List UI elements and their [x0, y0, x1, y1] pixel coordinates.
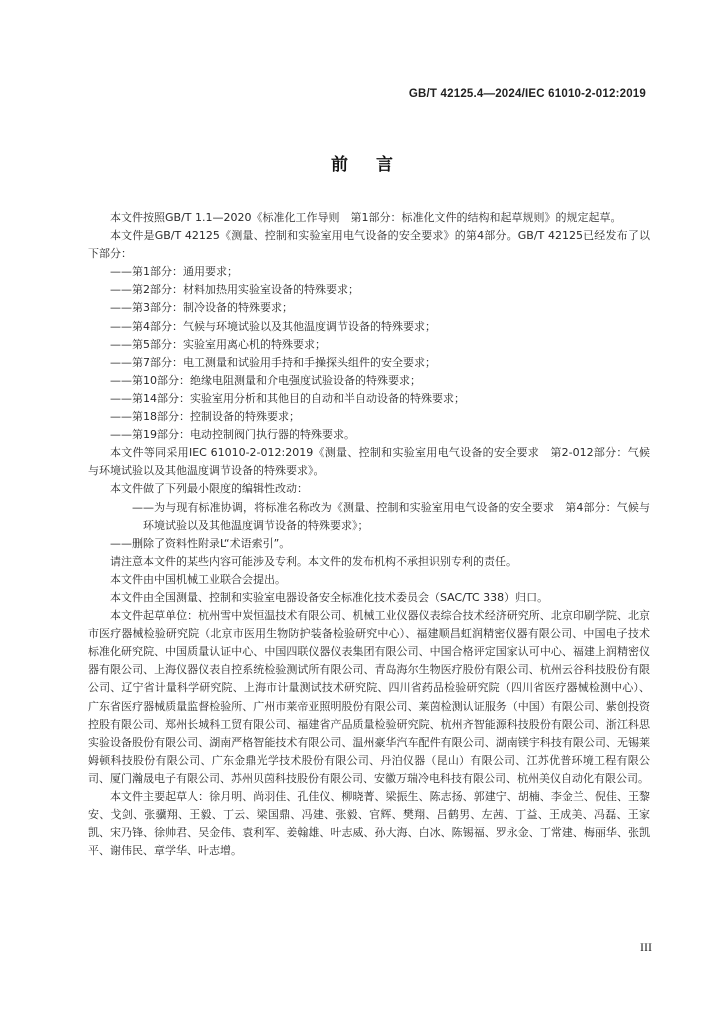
preface-body [88, 209, 650, 860]
list-item-part-19: ——第19部分：电动控制阀门执行器的特殊要求。 [110, 428, 355, 442]
list-item-part-14: ——第14部分：实验室用分析和其他目的自动和半自动设备的特殊要求； [110, 391, 465, 405]
paragraph-proposer: 本文件由中国机械工业联合会提出。 [110, 572, 286, 586]
paragraph-adoption: 本文件等同采用IEC 61010-2-012:2019《测量、控制和实验室用电气设备的安全要求 第2-012部分：气候与环境试验以及其他温度调节设备的特殊要求》。 [88, 446, 650, 478]
paragraph-drafting-units: 本文件起草单位：杭州雪中炭恒温技术有限公司、机械工业仪器仪表综合技术经济研究所、北京印刷学院、北京市医疗器械检验研究院（北京市医用生物防护装备检验研究中心）、福建顺昌虹润精密仪器有限公司、中国电子技术标准化研究院、中国质量认证中心、中国四联仪器仪表集团有限公司、中国合格评定国家认可中心、福建上润精密仪器有限公司、上海仪器仪表自控系统检验测试所有限公司、青岛海尔生物医疗股份有限公司、杭州云谷科技股份有限公司、辽宁省计量科学研究院、上海市计量测试技术研究院、四川省药品检验研究院（四川省医疗器械检测中心）、广东省医疗器械质量监督检验所、广州市莱帝亚照明股份有限公司、莱茵检测认证服务（中国）有限公司、紫创投资控股有限公司、郑州长城科工贸有限公司、福建省产品质量检验研究院、杭州齐智能源科技股份有限公司、浙江科思实验设备股份有限公司、湖南严格智能技术有限公司、温州豪华汽车配件有限公司、湖南镁宇科技有限公司、无锡莱姆顿科技股份有限公司、广东金鼎光学技术股份有限公司、丹泊仪器（昆山）有限公司、江苏优普环境工程有限公司、厦门瀚晟电子有限公司、苏州贝茵科技股份有限公司、安徽万瑞冷电科技有限公司、杭州美仪自动化有限公司。 [88, 609, 650, 785]
paragraph-drafting-rules: 本文件按照GB/T 1.1—2020《标准化工作导则 第1部分：标准化文件的结构和起草规则》的规定起草。 [110, 211, 622, 224]
paragraph-committee: 本文件由全国测量、控制和实验室电器设备安全标准化技术委员会（SAC/TC 338）归口。 [110, 590, 549, 604]
list-item-change-title: ——为与现有标准协调，将标准名称改为《测量、控制和实验室用电气设备的安全要求 第4部分：气候与环境试验以及其他温度调节设备的特殊要求》； [132, 500, 650, 532]
standard-code-header: GB/T 42125.4—2024/IEC 61010-2-012:2019 [408, 88, 646, 100]
list-item-part-2: ——第2部分：材料加热用实验室设备的特殊要求； [110, 283, 359, 297]
page-number: III [640, 940, 652, 954]
list-item-part-7: ——第7部分：电工测量和试验用手持和手操探头组件的安全要求； [110, 355, 436, 369]
list-item-part-5: ——第5部分：实验室用离心机的特殊要求； [110, 337, 326, 351]
list-item-part-1: ——第1部分：通用要求； [110, 265, 238, 279]
paragraph-editorial-changes: 本文件做了下列最小限度的编辑性改动： [110, 482, 308, 496]
paragraph-drafters: 本文件主要起草人：徐月明、尚羽佳、孔佳仪、柳晓菁、梁振生、陈志扬、郭建宁、胡楠、李金兰、倪佳、王黎安、戈剑、张骥翔、王毅、丁云、梁国鼎、冯建、张毅、官辉、樊翔、吕鹤男、左茜、丁益、王成美、冯磊、王家凯、宋乃锋、徐帅君、吴金伟、袁利军、姜翰雄、叶志威、孙大海、白冰、陈锡福、罗永金、丁常建、梅丽华、张凯平、谢伟民、章学华、叶志增。 [88, 790, 650, 858]
list-item-part-10: ——第10部分：绝缘电阻测量和介电强度试验设备的特殊要求； [110, 373, 421, 387]
page-title: 前言 [331, 155, 421, 175]
list-item-part-3: ——第3部分：制冷设备的特殊要求； [110, 301, 293, 315]
paragraph-patent-notice: 请注意本文件的某些内容可能涉及专利。本文件的发布机构不承担识别专利的责任。 [110, 554, 517, 568]
list-item-part-4: ——第4部分：气候与环境试验以及其他温度调节设备的特殊要求； [110, 319, 436, 333]
list-item-change-annex: ——删除了资料性附录L“术语索引”。 [110, 536, 291, 550]
list-item-part-18: ——第18部分：控制设备的特殊要求； [110, 410, 300, 424]
paragraph-series-intro: 本文件是GB/T 42125《测量、控制和实验室用电气设备的安全要求》的第4部分。GB/T 42125已经发布了以下部分： [88, 229, 650, 261]
